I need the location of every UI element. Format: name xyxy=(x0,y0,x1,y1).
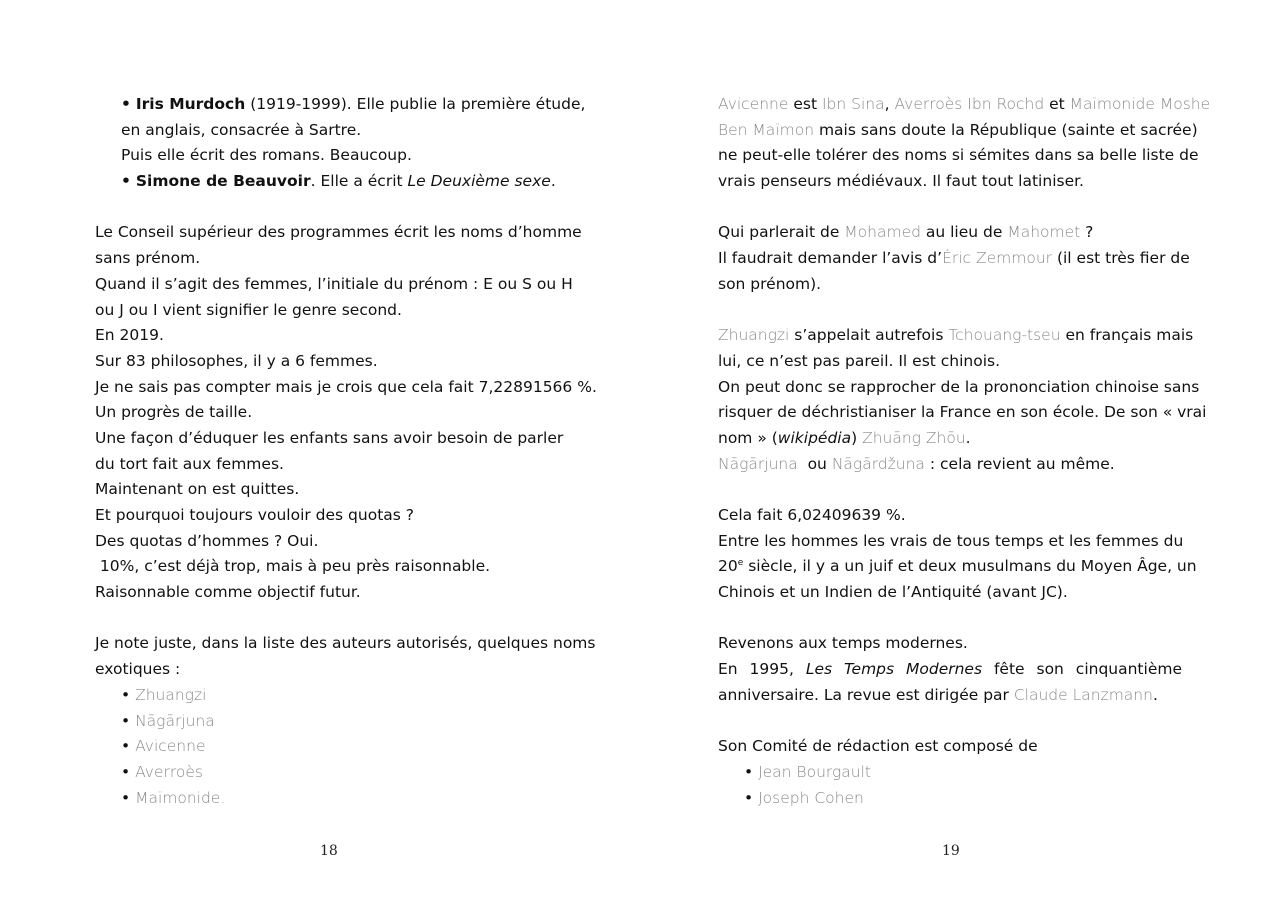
name: Zhuangzi xyxy=(718,326,790,345)
paragraph-line xyxy=(718,118,1198,144)
paragraph-line: Entre les hommes les vrais de tous temps et les femmes du xyxy=(718,531,1184,550)
paragraph-line: Son Comité de rédaction est composé de xyxy=(718,737,1038,756)
text: Qui parlerait de xyxy=(718,223,845,242)
text: (il est très fier de xyxy=(1052,249,1190,268)
text: (1919-1999). Elle publie la première étude, xyxy=(250,95,586,113)
page-number: 19 xyxy=(942,843,960,859)
paragraph-line: Des quotas d’hommes ? Oui. xyxy=(95,531,319,550)
name: Averroès Ibn Rochd xyxy=(894,95,1045,113)
book-title: Le Deuxième sexe xyxy=(407,172,551,191)
paragraph-line: Quand il s’agit des femmes, l’initiale du prénom : E ou S ou H xyxy=(95,274,573,293)
text: ? xyxy=(1080,223,1094,242)
list-item: • Averroès xyxy=(121,762,203,781)
paragraph-line: On peut donc se rapprocher de la prononciation chinoise sans xyxy=(718,377,1200,396)
paragraph-line: son prénom). xyxy=(718,274,822,293)
list-item: • Zhuangzi xyxy=(121,685,207,704)
journal-title: Les Temps Modernes xyxy=(805,660,983,679)
text: et xyxy=(1044,95,1070,113)
paragraph-line: Un progrès de taille. xyxy=(95,403,253,422)
paragraph-line: Et pourquoi toujours vouloir des quotas ? xyxy=(95,506,414,524)
paragraph-line: Chinois et un Indien de l’Antiquité (avant JC). xyxy=(718,583,1068,602)
list-continuation: Puis elle écrit des romans. Beaucoup. xyxy=(121,146,412,165)
paragraph-line xyxy=(718,657,1182,683)
name: Claude Lanzmann xyxy=(1013,685,1153,704)
text: mais sans doute la République (sainte et sacrée) xyxy=(814,120,1198,139)
text: En 1995, xyxy=(718,660,806,679)
member-name: Joseph Cohen xyxy=(758,788,864,807)
bullet: • xyxy=(121,95,131,113)
name: Mahomet xyxy=(1007,223,1081,242)
name: Nāgārjuna xyxy=(718,454,798,473)
paragraph-line xyxy=(718,452,1182,478)
text: est xyxy=(788,95,822,113)
paragraph-line: ou J ou I vient signifier le genre second. xyxy=(95,300,402,319)
text: , xyxy=(884,95,895,113)
paragraph-line: Sur 83 philosophes, il y a 6 femmes. xyxy=(95,351,378,370)
paragraph-line: lui, ce n’est pas pareil. Il est chinois. xyxy=(718,351,1001,370)
list-item-iris-murdoch xyxy=(95,92,586,118)
author-name: Nāgārjuna xyxy=(135,711,215,730)
paragraph-line: Je ne sais pas compter mais je crois que cela fait 7,22891566 %. xyxy=(95,377,597,396)
list-item: • Maïmonide. xyxy=(121,788,226,807)
text: nom » ( xyxy=(718,428,778,447)
paragraph-line xyxy=(718,683,1182,709)
paragraph-line: Le Conseil supérieur des programmes écrit les noms d’homme xyxy=(95,223,582,242)
list-item: • Joseph Cohen xyxy=(744,788,864,807)
author-name: Zhuangzi xyxy=(135,685,207,704)
paragraph-line: Cela fait 6,02409639 %. xyxy=(718,506,906,524)
paragraph-line: Raisonnable comme objectif futur. xyxy=(95,583,361,602)
name: Ibn Sina xyxy=(821,95,885,113)
name: Maïmonide Moshe xyxy=(1069,95,1211,113)
list-item: • Jean Bourgault xyxy=(744,762,871,781)
text: ) xyxy=(851,428,863,447)
paragraph-line xyxy=(718,323,1194,349)
paragraph-line xyxy=(718,554,1197,580)
name: Mohamed xyxy=(844,223,921,242)
paragraph-line: En 2019. xyxy=(95,326,164,345)
paragraph-line: Je note juste, dans la liste des auteurs autorisés, quelques noms xyxy=(95,634,596,653)
text: 20 xyxy=(718,557,738,576)
list-item-simone-de-beauvoir xyxy=(95,169,559,195)
text: s’appelait autrefois xyxy=(789,326,949,345)
text: : cela revient au même. xyxy=(924,454,1115,473)
page-number: 18 xyxy=(320,843,338,859)
name: Nāgārdžuna xyxy=(831,454,925,473)
bullet: • xyxy=(121,172,131,191)
text: siècle, il y a un juif et deux musulmans du Moyen Âge, un xyxy=(743,557,1197,576)
author-name: Avicenne xyxy=(135,737,206,756)
superscript: e xyxy=(737,558,744,569)
text: . xyxy=(550,172,556,191)
name: Ben Maïmon xyxy=(718,120,815,139)
text: . xyxy=(1152,685,1158,704)
author-name: Averroès xyxy=(135,762,203,781)
text: fête son cinquantième xyxy=(982,660,1182,679)
name: Tchouang-tseu xyxy=(948,326,1061,345)
text: au lieu de xyxy=(920,223,1008,242)
paragraph-line: Maintenant on est quittes. xyxy=(95,480,300,499)
author-name: Simone de Beauvoir xyxy=(135,172,311,191)
member-name: Jean Bourgault xyxy=(758,762,871,781)
paragraph-line: sans prénom. xyxy=(95,249,201,268)
author-name: Iris Murdoch xyxy=(135,95,246,113)
paragraph-line: exotiques : xyxy=(95,660,181,679)
paragraph-line xyxy=(718,220,1182,246)
name: Éric Zemmour xyxy=(942,249,1053,268)
paragraph-line: risquer de déchristianiser la France en son école. De son « vrai xyxy=(718,403,1207,422)
name: Zhuāng Zhōu xyxy=(862,428,966,447)
text: Il faudrait demander l’avis d’ xyxy=(718,249,943,268)
name: Avicenne xyxy=(718,95,789,113)
paragraph-line: 10%, c’est déjà trop, mais à peu près raisonnable. xyxy=(95,557,491,576)
list-continuation: en anglais, consacrée à Sartre. xyxy=(121,120,362,139)
paragraph-line: du tort fait aux femmes. xyxy=(95,454,284,473)
left-page xyxy=(95,92,597,811)
paragraph-line: vrais penseurs médiévaux. Il faut tout latiniser. xyxy=(718,172,1084,191)
paragraph-line: ne peut-elle tolérer des noms si sémites dans sa belle liste de xyxy=(718,146,1199,165)
source-name: wikipédia xyxy=(777,428,852,447)
text: en français mais xyxy=(1060,326,1194,345)
text: . Elle a écrit xyxy=(310,172,408,191)
text: . xyxy=(965,428,971,447)
paragraph-line: Une façon d’éduquer les enfants sans avoir besoin de parler xyxy=(95,428,564,447)
list-item: • Nāgārjuna xyxy=(121,711,215,730)
paragraph-line xyxy=(718,92,1211,118)
right-page xyxy=(718,92,1211,811)
paragraph-line xyxy=(718,246,1190,272)
paragraph-line xyxy=(718,426,1182,452)
list-item: • Avicenne xyxy=(121,737,206,756)
paragraph-line: Revenons aux temps modernes. xyxy=(718,634,968,653)
author-name: Maïmonide. xyxy=(135,788,226,807)
text: ou xyxy=(797,454,832,473)
text: anniversaire. La revue est dirigée par xyxy=(718,685,1014,704)
